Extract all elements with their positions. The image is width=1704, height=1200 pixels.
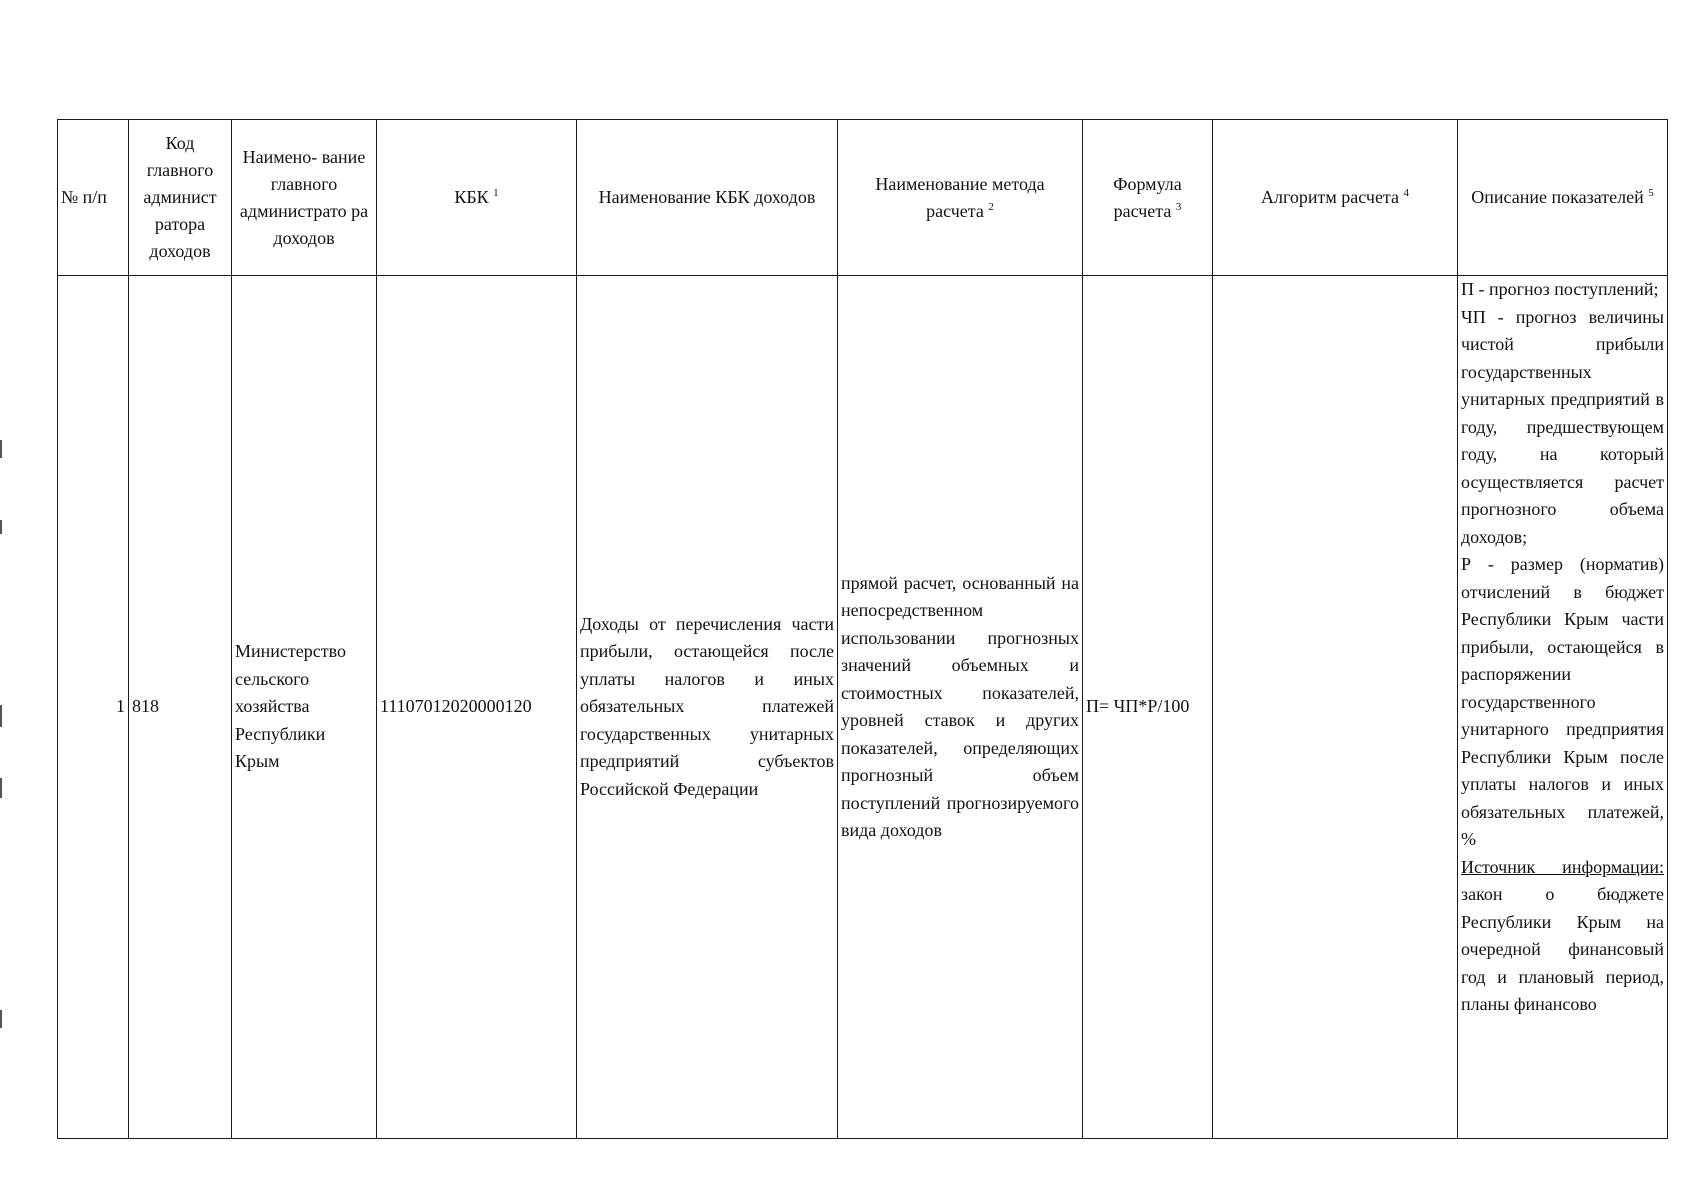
header-kbk (377, 120, 577, 276)
header-kbk-name (577, 120, 838, 276)
header-method (838, 120, 1083, 276)
desc-p: П - прогноз поступлений; (1461, 279, 1659, 299)
header-algorithm (1213, 120, 1458, 276)
cell-algorithm (1213, 276, 1458, 1139)
header-admin-name (232, 120, 377, 276)
footnote-marker: 5 (1648, 187, 1654, 199)
desc-source-label: Источник информации: (1461, 856, 1664, 877)
cell-admin-name: Министерство сельского хозяйства Республики Крым (232, 276, 377, 1139)
header-formula (1083, 120, 1213, 276)
desc-chp: ЧП - прогноз величины чистой прибыли государственных унитарных предприятий в году, предшествующем году, на который осуществляется расчет прогнозного объема доходов; (1461, 306, 1664, 547)
header-formula-text: Формула расчета (1113, 173, 1182, 221)
cell-method: прямой расчет, основанный на непосредственном использовании прогнозных значений объемных и стоимостных показателей, уровней ставок и других показателей, определяющих прогнозный объем поступлений прогнозируемого вида доходов (838, 276, 1083, 1139)
header-admin-code (129, 120, 232, 276)
footnote-marker: 2 (988, 200, 994, 213)
header-number-text: № п/п (61, 187, 107, 207)
cell-number: 1 (58, 276, 129, 1139)
scan-mark (0, 705, 2, 727)
header-number (58, 120, 129, 276)
header-algorithm-text: Алгоритм расчета (1260, 187, 1400, 207)
scan-mark (0, 778, 2, 798)
desc-source-text: закон о бюджете Республики Крым на очередной финансовый год и плановый период, планы финансово (1461, 884, 1664, 1014)
footnote-marker: 1 (493, 187, 499, 199)
cell-kbk: 11107012020000120 (377, 276, 577, 1139)
header-admin-code-text: Код главного админист ратора доходов (143, 133, 217, 261)
scan-mark (0, 520, 2, 534)
revenue-forecast-table (57, 119, 1668, 1139)
header-description (1458, 120, 1668, 276)
header-row (58, 120, 1668, 276)
desc-source (1461, 854, 1664, 1019)
scan-mark (0, 440, 2, 458)
header-description-text: Описание показателей (1471, 187, 1644, 207)
header-kbk-text: КБК (454, 187, 489, 207)
cell-kbk-name: Доходы от перечисления части прибыли, остающейся после уплаты налогов и иных обязательных платежей государственных унитарных предприятий субъектов Российской Федерации (577, 276, 838, 1139)
table-row (58, 276, 1668, 1139)
cell-description (1458, 276, 1668, 1139)
desc-r: Р - размер (норматив) отчислений в бюджет Республики Крым части прибыли, остающейся в распоряжении государственного унитарного предприятия Республики Крым после уплаты налогов и иных обязательных платежей, % (1461, 554, 1664, 849)
scan-mark (0, 1010, 2, 1028)
footnote-marker: 3 (1175, 200, 1182, 213)
header-admin-name-text: Наимено- вание главного администрато ра доходов (239, 146, 369, 248)
footnote-marker: 4 (1403, 187, 1410, 199)
cell-formula: П= ЧП*Р/100 (1083, 276, 1213, 1139)
header-method-text: Наименование метода расчета (875, 173, 1045, 221)
header-kbk-name-text: Наименование КБК доходов (598, 187, 816, 207)
cell-admin-code: 818 (129, 276, 232, 1139)
